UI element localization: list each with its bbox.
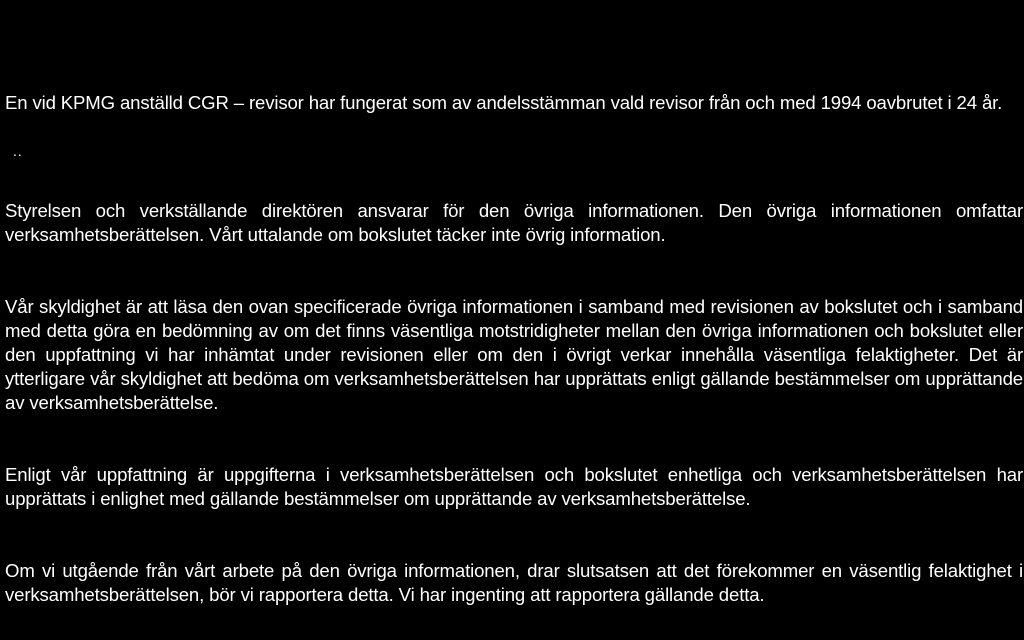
paragraph-auditor-tenure: En vid KPMG anställd CGR – revisor har fungerat som av andelsstämman vald revisor från och med 1994 oavbrutet i 24 år. [5, 92, 1003, 113]
paragraph-opinion-consistency: Enligt vår uppfattning är uppgifterna i verksamhetsberättelsen och bokslutet enhetliga och verksamhetsberättelsen har upprättats i enlighet med gällande bestämmelser om upprättande av verksamhetsberättelse. [5, 464, 1023, 509]
paragraph-reporting-conclusion: Om vi utgående från vårt arbete på den övriga informationen, drar slutsatsen att det förekommer en väsentlig felaktighet i verksamhetsberättelsen, bör vi rapportera detta. Vi har ingenting att rapportera gällande detta. [5, 560, 1023, 605]
paragraph-auditor-obligation: Vår skyldighet är att läsa den ovan specificerade övriga informationen i samband med revisionen av bokslutet och i samband med detta göra en bedömning av om det finns väsentliga motstridigheter mellan den övriga informationen och bokslutet eller den uppfattning vi har inhämtat under revisionen eller om den i övrigt verkar innehålla väsentliga felaktigheter. Det är ytterligare vår skyldighet att bedöma om verksamhetsberättelsen har upprättats enligt gällande bestämmelser om upprättande av verksamhetsberättelse. [5, 296, 1023, 413]
stray-mark: .. [13, 143, 23, 159]
document-page [5, 0, 1023, 640]
paragraph-other-information-responsibility: Styrelsen och verkställande direktören ansvarar för den övriga informationen. Den övriga informationen omfattar verksamhetsberättelsen. Vårt uttalande om bokslutet täcker inte övrig information. [5, 200, 1023, 245]
